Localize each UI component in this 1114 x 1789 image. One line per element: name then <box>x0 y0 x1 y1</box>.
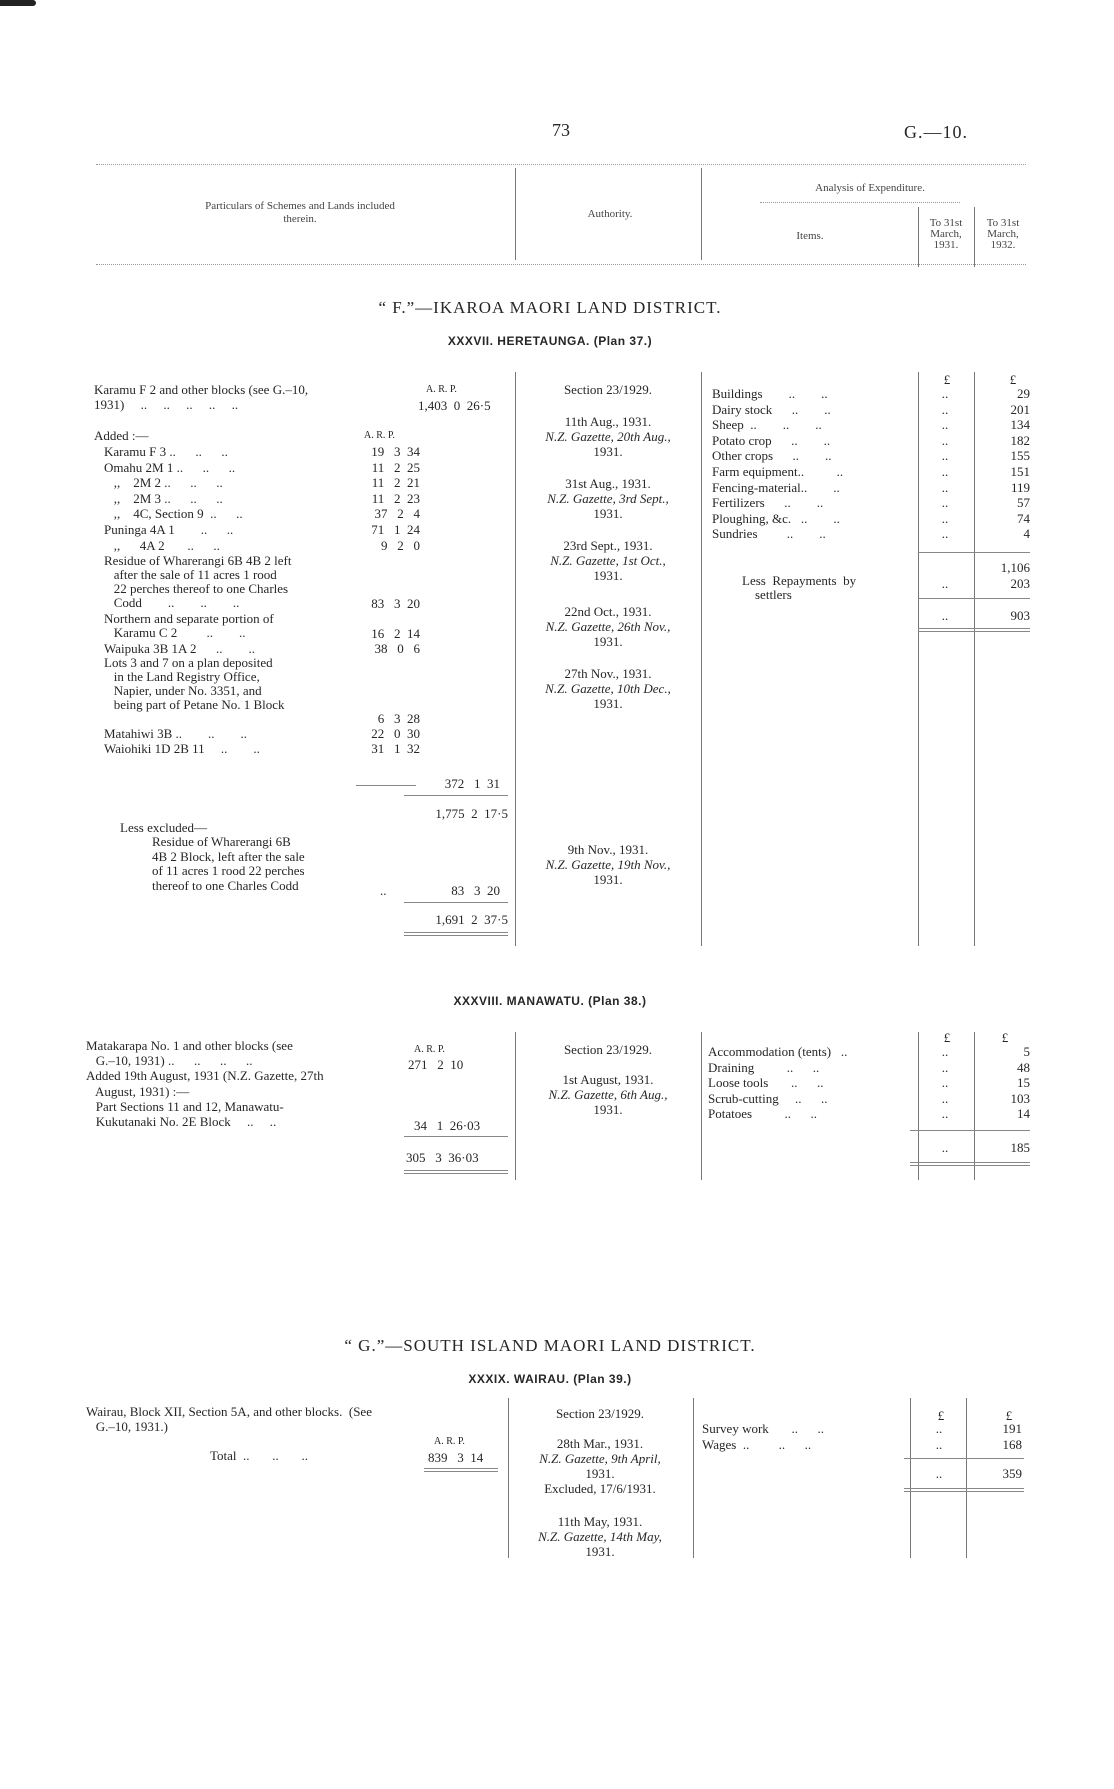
added-block-area: 37 2 4 <box>374 506 420 522</box>
wairau-land-description: Wairau, Block XII, Section 5A, and other blocks. (See G.–10, 1931.) <box>86 1404 372 1434</box>
authority-entry <box>520 476 696 521</box>
document-code: G.—10. <box>904 122 968 142</box>
added-block-area: 71 1 24 <box>371 521 420 537</box>
authority-line: Section 23/1929. <box>555 1406 645 1421</box>
authority-entry <box>512 1436 688 1496</box>
matahiwi-description: Matahiwi 3B .. .. .. <box>104 726 247 741</box>
added-block-area: 11 2 23 <box>371 490 420 506</box>
authority-line: N.Z. Gazette, 6th Aug., <box>548 1087 668 1102</box>
expenditure-1931-values <box>930 386 960 542</box>
less-excluded-dots: .. <box>380 883 387 898</box>
added-block-name: ,, 2M 2 .. .. .. <box>104 475 223 491</box>
expenditure-1931-value: .. <box>941 495 949 511</box>
expenditure-1932-value: 155 <box>1010 448 1030 464</box>
authority-line: 1931. <box>585 1466 615 1481</box>
authority-line: N.Z. Gazette, 14th May, <box>538 1529 662 1544</box>
expenditure-1931-value: .. <box>941 432 949 448</box>
expenditure-item-label: Potato crop .. .. <box>712 432 831 448</box>
expenditure-1931-value: .. <box>941 526 949 542</box>
expenditure-1931-value: .. <box>941 510 949 526</box>
expenditure-1931-value: .. <box>935 1436 943 1452</box>
expenditure-1931-value: .. <box>941 1059 949 1075</box>
expenditure-items <box>702 1421 824 1452</box>
authority-line: 1931. <box>593 444 623 459</box>
expenditure-1932-values <box>972 1421 1022 1452</box>
expenditure-1932-value: 182 <box>1010 432 1030 448</box>
authority-line: N.Z. Gazette, 19th Nov., <box>545 857 671 872</box>
authority-line: 1931. <box>593 1102 623 1117</box>
added-block-name: ,, 4A 2 .. .. <box>104 537 220 553</box>
authority-line: N.Z. Gazette, 26th Nov., <box>545 619 671 634</box>
authority-line: 22nd Oct., 1931. <box>564 604 652 619</box>
district-f-title: “ F.”—IKAROA MAORI LAND DISTRICT. <box>378 298 722 317</box>
added-block-name: ,, 2M 3 .. .. .. <box>104 490 223 506</box>
arp-heading: A. R. P. <box>414 1044 445 1055</box>
header-to-1932: To 31st March, 1932. <box>986 217 1020 251</box>
authority-line: N.Z. Gazette, 20th Aug., <box>545 429 671 444</box>
added-label: Added :— <box>94 428 149 443</box>
pound-sign: £ <box>1005 1408 1013 1423</box>
expenditure-1931-value: .. <box>941 401 949 417</box>
authority-line: N.Z. Gazette, 9th April, <box>539 1451 661 1466</box>
less-excluded-area: 83 3 20 <box>451 883 500 898</box>
lots-description: Lots 3 and 7 on a plan deposited in the Land Registry Office, Napier, under No. 3351, and being part of Petane No. 1 Block <box>104 655 285 712</box>
expenditure-item-label: Loose tools .. .. <box>708 1075 824 1091</box>
pound-sign: £ <box>937 1408 945 1423</box>
district-g-title: “ G.”—SOUTH ISLAND MAORI LAND DISTRICT. <box>344 1336 756 1355</box>
authority-entry <box>520 538 696 583</box>
authority-line: 1st August, 1931. <box>562 1072 654 1087</box>
added-block-name: Omahu 2M 1 .. .. .. <box>104 459 236 475</box>
expenditure-1931-value: .. <box>941 448 949 464</box>
expenditure-item-label: Sundries .. .. <box>712 526 826 542</box>
header-to-1931: To 31st March, 1931. <box>929 217 963 251</box>
authority-line: 1931. <box>593 634 623 649</box>
less-repayments-label: Less Repayments by settlers <box>742 573 857 602</box>
expenditure-1932-value: 5 <box>1023 1044 1030 1059</box>
authority-line: N.Z. Gazette, 1st Oct., <box>550 553 666 568</box>
expenditure-1932-value: 134 <box>1010 417 1030 433</box>
added-block-area: 19 3 34 <box>371 444 420 459</box>
main-area: 1,403 0 26·5 <box>418 398 491 413</box>
expenditure-item-label: Scrub-cutting .. .. <box>708 1090 828 1106</box>
authority-line: 1931. <box>593 696 623 711</box>
expenditure-1932-value: 14 <box>1017 1106 1030 1122</box>
authority-entry <box>520 604 696 649</box>
expenditure-1932-value: 151 <box>1010 463 1030 479</box>
expenditure-item-label: Survey work .. .. <box>702 1421 825 1436</box>
pound-sign: £ <box>1001 1030 1009 1045</box>
scan-artifact <box>0 0 36 6</box>
expenditure-1931-value: .. <box>941 1090 949 1106</box>
added-block-name: ,, 4C, Section 9 .. .. <box>104 506 243 522</box>
manawatu-scheme-title: XXXVIII. MANAWATU. (Plan 38.) <box>453 994 647 1008</box>
expenditure-1931-values <box>924 1421 954 1452</box>
authority-line: Section 23/1929. <box>563 1042 653 1057</box>
wairau-scheme-title: XXXIX. WAIRAU. (Plan 39.) <box>468 1372 632 1386</box>
pound-sign: £ <box>943 1030 951 1045</box>
authority-line: 27th Nov., 1931. <box>564 666 652 681</box>
net-expenditure-value: 903 <box>1010 608 1030 623</box>
wairau-total-value: 359 <box>1002 1466 1022 1481</box>
authority-line: 11th Aug., 1931. <box>564 414 652 429</box>
expenditure-item-label: Wages .. .. .. <box>702 1436 812 1452</box>
header-items: Items. <box>796 230 824 242</box>
expenditure-1932-value: 74 <box>1017 510 1030 526</box>
expenditure-1931-value: .. <box>935 1421 943 1436</box>
added-block-area: 11 2 25 <box>371 459 420 475</box>
northern-portion-area: 16 2 14 <box>371 626 420 641</box>
expenditure-item-label: Farm equipment.. .. <box>712 463 844 479</box>
pound-sign: £ <box>1009 372 1017 387</box>
expenditure-1932-value: 191 <box>1002 1421 1022 1436</box>
authority-entry <box>520 1042 696 1058</box>
added-blocks-list <box>104 444 243 553</box>
authority-line: Section 23/1929. <box>563 382 653 397</box>
manawatu-main-area: 271 2 10 <box>408 1057 464 1072</box>
less-excluded-description: Residue of Wharerangi 6B 4B 2 Block, left after the sale of 11 acres 1 rood 22 perches thereof to one Charles Codd <box>152 834 305 893</box>
expenditure-items <box>708 1044 847 1122</box>
authority-entry <box>520 666 696 711</box>
authority-entry <box>520 842 696 887</box>
expenditure-item-label: Potatoes .. .. <box>708 1106 818 1122</box>
authority-line: 1931. <box>593 568 623 583</box>
net-total: 1,691 2 37·5 <box>435 912 508 927</box>
expenditure-1932-value: 15 <box>1017 1075 1030 1091</box>
expenditure-items <box>712 386 843 542</box>
expenditure-item-label: Fencing-material.. .. <box>712 479 840 495</box>
authority-line: 9th Nov., 1931. <box>567 842 649 857</box>
manawatu-total-value: 185 <box>1010 1140 1030 1155</box>
expenditure-1932-value: 103 <box>1010 1090 1030 1106</box>
added-arp-heading: A. R. P. <box>364 430 395 441</box>
expenditure-item-label: Buildings .. .. <box>712 386 828 401</box>
header-authority: Authority. <box>587 208 633 220</box>
authority-line: 31st Aug., 1931. <box>565 476 651 491</box>
waiohiki-description: Waiohiki 1D 2B 11 .. .. <box>104 741 260 756</box>
waipuka-area: 38 0 6 <box>374 641 420 656</box>
expenditure-subtotal: 1,106 <box>1000 560 1030 575</box>
expenditure-1932-value: 168 <box>1002 1436 1022 1452</box>
header-particulars: Particulars of Schemes and Lands included therein. <box>205 200 395 226</box>
expenditure-item-label: Accommodation (tents) .. <box>708 1044 848 1059</box>
authority-entry <box>512 1406 688 1422</box>
expenditure-1931-value: .. <box>941 463 949 479</box>
expenditure-1932-value: 48 <box>1017 1059 1030 1075</box>
authority-entry <box>520 382 696 398</box>
waiohiki-area: 31 1 32 <box>371 741 420 756</box>
authority-line: N.Z. Gazette, 10th Dec., <box>545 681 671 696</box>
expenditure-1932-values <box>980 1044 1030 1122</box>
manawatu-land-description: Matakarapa No. 1 and other blocks (see G.–10, 1931) .. .. .. .. Added 19th August, 1931 (N.Z. Gazette, 27th August, 1931) :— Part Sections 11 and 12, Manawatu- Kukutanaki No. 2E Block .. .. <box>86 1038 324 1130</box>
header-analysis: Analysis of Expenditure. <box>815 182 925 194</box>
expenditure-1931-value: .. <box>941 386 949 401</box>
arp-heading: A. R. P. <box>434 1436 465 1447</box>
wairau-total-1931: .. <box>935 1466 943 1481</box>
expenditure-1931-value: .. <box>941 417 949 433</box>
expenditure-1931-values <box>930 1044 960 1122</box>
expenditure-1932-value: 119 <box>1010 479 1030 495</box>
expenditure-1931-value: .. <box>941 1106 949 1122</box>
manawatu-total-1931: .. <box>941 1140 949 1155</box>
added-areas-list <box>340 444 420 553</box>
lots-area: 6 3 28 <box>377 711 420 726</box>
added-block-name: Puninga 4A 1 .. .. <box>104 521 234 537</box>
expenditure-item-label: Ploughing, &c. .. .. <box>712 510 840 526</box>
main-land-description: Karamu F 2 and other blocks (see G.–10, 1931) .. .. .. .. .. <box>94 382 309 412</box>
added-block-name: Karamu F 3 .. .. .. <box>104 444 228 459</box>
page-number: 73 <box>552 120 570 140</box>
expenditure-1931-value: .. <box>941 1044 949 1059</box>
authority-line: Excluded, 17/6/1931. <box>544 1481 656 1496</box>
expenditure-1932-value: 57 <box>1017 495 1030 511</box>
authority-line: 23rd Sept., 1931. <box>563 538 653 553</box>
authority-line: 28th Mar., 1931. <box>556 1436 644 1451</box>
authority-entry <box>512 1514 688 1559</box>
pound-sign: £ <box>943 372 951 387</box>
manawatu-added-area: 34 1 26·03 <box>414 1118 481 1133</box>
residue-description: Residue of Wharerangi 6B 4B 2 left after the sale of 11 acres 1 rood 22 perches thereof to one Charles Codd .. .. .. <box>104 553 292 610</box>
authority-line: 1931. <box>593 872 623 887</box>
expenditure-1931-value: .. <box>941 1075 949 1091</box>
authority-entry <box>520 414 696 459</box>
expenditure-1932-value: 29 <box>1017 386 1030 401</box>
expenditure-item-label: Other crops .. .. <box>712 448 832 464</box>
wairau-total-label: Total .. .. .. <box>210 1448 309 1463</box>
heretaunga-scheme-title: XXXVII. HERETAUNGA. (Plan 37.) <box>447 334 653 348</box>
expenditure-item-label: Sheep .. .. .. <box>712 417 822 433</box>
expenditure-1932-value: 4 <box>1023 526 1030 542</box>
less-repayments-1931: .. <box>941 576 949 591</box>
arp-heading: A. R. P. <box>426 384 457 395</box>
manawatu-total-area: 305 3 36·03 <box>406 1150 479 1165</box>
authority-line: 11th May, 1931. <box>557 1514 643 1529</box>
expenditure-item-label: Draining .. .. <box>708 1059 820 1075</box>
added-block-area: 11 2 21 <box>371 475 420 491</box>
northern-portion-description: Northern and separate portion of Karamu C 2 .. .. <box>104 611 274 640</box>
authority-line: 1931. <box>593 506 623 521</box>
gross-total: 1,775 2 17·5 <box>435 806 508 821</box>
authority-entry <box>520 1072 696 1117</box>
waipuka-description: Waipuka 3B 1A 2 .. .. <box>104 641 255 656</box>
added-block-area: 9 2 0 <box>381 537 420 553</box>
matahiwi-area: 22 0 30 <box>371 726 420 741</box>
authority-line: N.Z. Gazette, 3rd Sept., <box>547 491 669 506</box>
added-total: 372 1 31 <box>444 776 500 791</box>
less-excluded-label: Less excluded— <box>120 820 208 835</box>
less-repayments-value: 203 <box>1010 576 1030 591</box>
expenditure-1932-values <box>980 386 1030 542</box>
expenditure-item-label: Fertilizers .. .. <box>712 495 824 511</box>
wairau-total-area: 839 3 14 <box>428 1450 484 1465</box>
expenditure-item-label: Dairy stock .. .. <box>712 401 831 417</box>
net-expenditure-1931: .. <box>941 608 949 623</box>
expenditure-1931-value: .. <box>941 479 949 495</box>
residue-area: 83 3 20 <box>371 596 420 611</box>
authority-line: 1931. <box>585 1544 615 1559</box>
expenditure-1932-value: 201 <box>1010 401 1030 417</box>
